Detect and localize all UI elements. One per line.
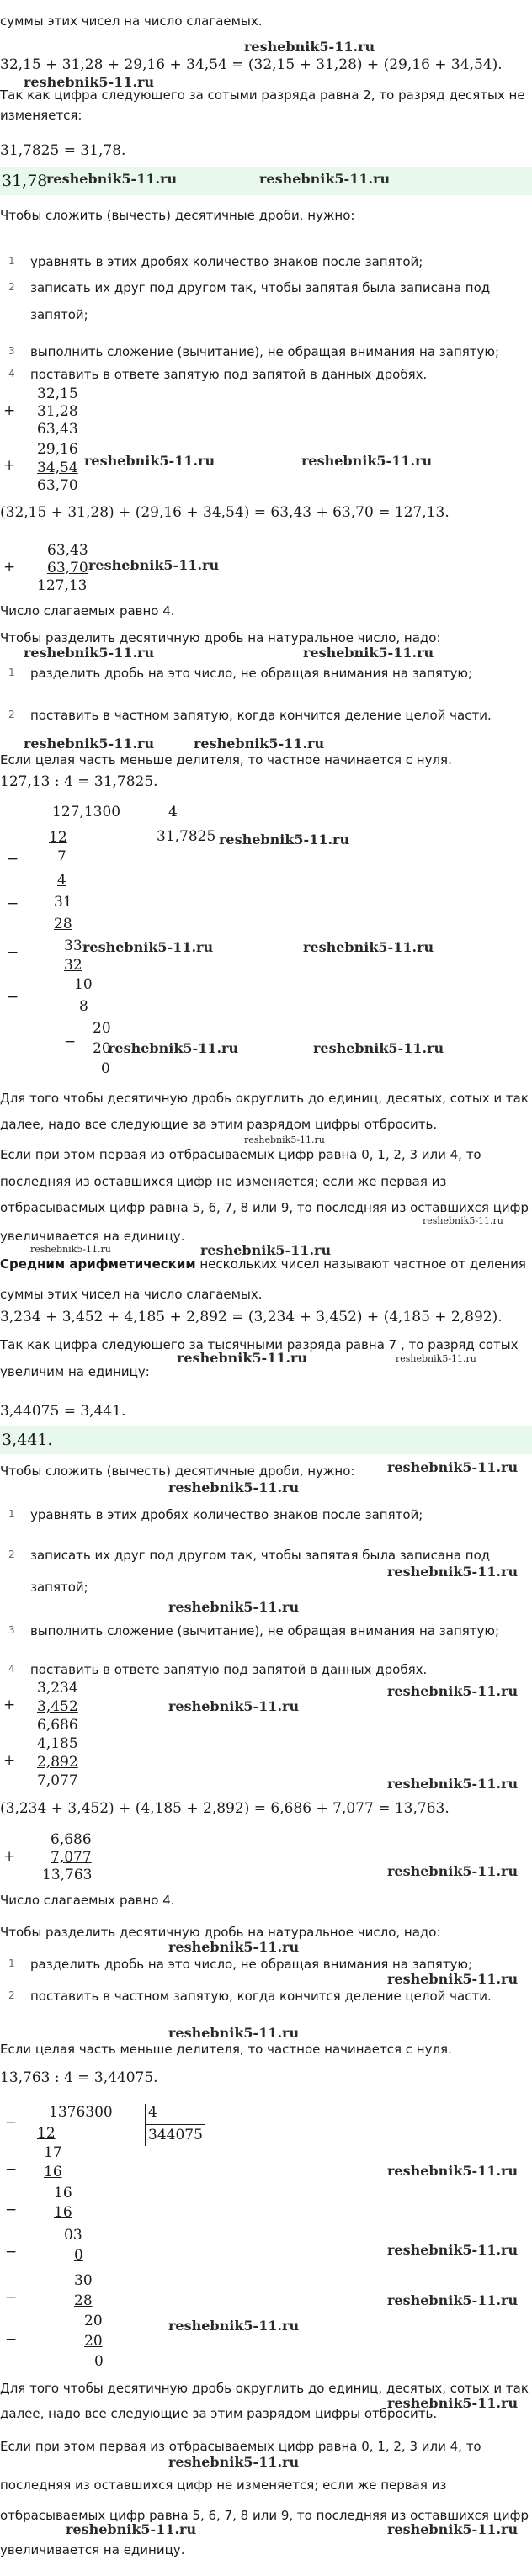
division-step: 33 [64,937,82,954]
list-number: 2 [8,281,15,293]
division-step: 20 [93,1040,111,1057]
sum-result: 63,43 [37,421,78,438]
addend: 32,15 [37,385,78,402]
watermark: reshebnik5-11.ru [168,2454,300,2470]
watermark: reshebnik5-11.ru [303,939,434,955]
list-text: записать их друг под другом так, чтобы запятая была записана под [30,280,491,295]
watermark: reshebnik5-11.ru [244,1134,325,1145]
minus-sign: − [7,851,19,868]
dividend: 127,1300 [52,804,121,821]
division-step: 0 [74,2247,83,2264]
list-text: запятой; [30,1580,88,1595]
list-number: 2 [8,1548,15,1560]
watermark: reshebnik5-11.ru [244,39,375,55]
list-number: 3 [8,345,15,357]
division-step: 0 [94,2353,104,2370]
list-text: запятой; [30,307,88,322]
division-step: 8 [79,998,88,1015]
minus-sign: − [5,2244,18,2260]
watermark: reshebnik5-11.ru [387,2521,519,2537]
sum-result: 63,70 [37,477,78,494]
watermark: reshebnik5-11.ru [387,1564,519,1580]
division-step: 17 [44,2144,62,2161]
division-step: 16 [54,2204,72,2221]
watermark: reshebnik5-11.ru [387,2292,519,2308]
minus-sign: − [5,2202,18,2218]
rounding-text: увеличим на единицу: [0,1364,150,1379]
rounding-rule: далее, надо все следующие за этим разрядом цифры отбросить. [0,1117,438,1132]
division-step: 30 [74,2272,93,2289]
watermark: reshebnik5-11.ru [168,1939,300,1955]
intro-line: суммы этих чисел на число слагаемых. [0,13,263,29]
plus-sign: + [3,1752,16,1769]
watermark: reshebnik5-11.ru [423,1215,503,1226]
list-text: уравнять в этих дробях количество знаков после запятой; [30,254,423,269]
dividend: 1376300 [49,2104,113,2121]
division-step: 4 [57,872,66,889]
rounding-rule: последняя из оставшихся цифр не изменяется; если же первая из [0,1174,447,1189]
addend: 3,452 [37,1698,78,1715]
addend: 3,234 [37,1680,78,1697]
division-equation: 127,13 : 4 = 31,7825. [0,773,158,790]
sum-result: 7,077 [37,1772,78,1789]
div-rule-title: Чтобы разделить десятичную дробь на натуральное число, надо: [0,630,441,645]
watermark: reshebnik5-11.ru [168,2318,300,2334]
watermark: reshebnik5-11.ru [177,1350,308,1366]
list-text: поставить в ответе запятую под запятой в данных дробях. [30,1662,428,1677]
plus-sign: + [3,457,16,474]
rounding-text: Так как цифра следующего за сотыми разряда равна 2, то разряд десятых не [0,88,525,103]
addend: 4,185 [37,1735,78,1752]
rounding-rule: увеличивается на единицу. [0,1229,185,1244]
list-text: выполнить сложение (вычитание), не обращая внимания на запятую; [30,1623,500,1639]
list-text: уравнять в этих дробях количество знаков после запятой; [30,1507,423,1522]
division-step: 0 [101,1060,110,1077]
watermark: reshebnik5-11.ru [24,645,155,661]
list-text: записать их друг под другом так, чтобы запятая была записана под [30,1548,491,1563]
plus-sign: + [3,1697,16,1713]
watermark: reshebnik5-11.ru [30,1244,111,1255]
answer-value: 3,441. [2,1431,53,1449]
minus-sign: − [7,895,19,912]
list-number: 1 [8,667,15,678]
division-equation: 13,763 : 4 = 3,44075. [0,2069,158,2086]
watermark: reshebnik5-11.ru [88,557,220,573]
division-step: 12 [37,2125,56,2142]
minus-sign: − [5,2289,18,2306]
watermark: reshebnik5-11.ru [387,1776,519,1792]
rounding-equation: 31,7825 = 31,78. [0,142,126,159]
list-number: 4 [8,368,15,380]
rounding-rule: Если при этом первая из отбрасываемых цифр равна 0, 1, 2, 3 или 4, то [0,1147,481,1162]
rounding-rule: отбрасываемых цифр равна 5, 6, 7, 8 или 9, то последняя из оставшихся цифр [0,1200,529,1215]
watermark: reshebnik5-11.ru [396,1353,476,1364]
watermark: reshebnik5-11.ru [387,1683,519,1699]
plus-sign: + [3,402,16,419]
rounding-rule: далее, надо все следующие за этим разрядом цифры отбросить. [0,2406,438,2421]
watermark: reshebnik5-11.ru [84,453,215,469]
list-text: поставить в ответе запятую под запятой в данных дробях. [30,367,428,382]
answer-box [0,1426,532,1454]
watermark: reshebnik5-11.ru [387,2395,519,2411]
mean-term: Средним арифметическим [0,1256,196,1272]
division-underline [145,2124,205,2125]
watermark: reshebnik5-11.ru [24,74,155,90]
watermark: reshebnik5-11.ru [168,2025,300,2041]
addend: 7,077 [51,1849,92,1866]
answer-value: 31,78 [2,172,48,190]
list-number: 1 [8,1508,15,1520]
rounding-text: Так как цифра следующего за тысячными разряда равна 7 , то разряд сотых [0,1337,519,1352]
list-number: 3 [8,1624,15,1636]
divisor: 4 [168,804,178,821]
rounding-rule: Для того чтобы десятичную дробь округлить до единиц, десятых, сотых и так [0,2381,529,2396]
quotient: 31,7825 [157,828,216,845]
minus-sign: − [7,944,19,961]
watermark: reshebnik5-11.ru [200,1242,332,1258]
list-number: 1 [8,1957,15,1969]
rounding-rule: увеличивается на единицу. [0,2542,185,2557]
addend: 63,70 [47,560,88,576]
watermark: reshebnik5-11.ru [387,1863,519,1879]
rounding-text: изменяется: [0,108,82,123]
watermark: reshebnik5-11.ru [259,171,391,187]
list-text: поставить в частном запятую, когда кончится деление целой части. [30,708,492,723]
division-step: 20 [84,2313,103,2329]
sum-equation: (3,234 + 3,452) + (4,185 + 2,892) = 6,686 + 7,077 = 13,763. [0,1800,450,1817]
addend: 31,28 [37,403,78,420]
minus-sign: − [64,1033,77,1050]
watermark: reshebnik5-11.ru [219,831,350,847]
quotient: 344075 [148,2127,203,2143]
list-number: 1 [8,255,15,267]
addend: 63,43 [47,542,88,559]
sum-result: 127,13 [37,577,88,594]
division-step: 32 [64,957,82,974]
addend: 34,54 [37,459,78,476]
intro-line: суммы этих чисел на число слагаемых. [0,1287,263,1302]
addend: 6,686 [51,1831,92,1848]
addend: 29,16 [37,441,78,458]
division-step: 7 [57,848,66,865]
div-note: Если целая часть меньше делителя, то частное начинается с нуля. [0,752,452,767]
count-text: Число слагаемых равно 4. [0,1893,175,1908]
watermark: reshebnik5-11.ru [66,2521,197,2537]
minus-sign: − [7,989,19,1006]
sum-result: 6,686 [37,1717,78,1734]
division-step: 16 [54,2185,72,2202]
division-step: 28 [54,916,72,932]
watermark: reshebnik5-11.ru [168,1698,300,1714]
list-text: разделить дробь на это число, не обращая внимания на запятую; [30,666,473,681]
division-step: 03 [64,2227,82,2244]
list-number: 2 [8,1989,15,2001]
addend: 2,892 [37,1754,78,1771]
rounding-rule: отбрасываемых цифр равна 5, 6, 7, 8 или 9, то последняя из оставшихся цифр [0,2508,529,2523]
watermark: reshebnik5-11.ru [24,736,155,752]
decimal-rule-title: Чтобы сложить (вычесть) десятичные дроби, нужно: [0,1463,355,1479]
watermark: reshebnik5-11.ru [108,1040,239,1056]
rounding-rule: Если при этом первая из отбрасываемых цифр равна 0, 1, 2, 3 или 4, то [0,2439,481,2454]
watermark: reshebnik5-11.ru [313,1040,444,1056]
list-text: поставить в частном запятую, когда кончится деление целой части. [30,1989,492,2004]
division-bar [145,2104,146,2146]
division-step: 16 [44,2164,62,2180]
list-number: 2 [8,709,15,720]
rounding-rule: Для того чтобы десятичную дробь округлить до единиц, десятых, сотых и так [0,1091,529,1106]
watermark: reshebnik5-11.ru [387,2242,519,2258]
minus-sign: − [5,2161,18,2178]
watermark: reshebnik5-11.ru [387,2163,519,2179]
watermark: reshebnik5-11.ru [82,939,214,955]
decimal-rule-title: Чтобы сложить (вычесть) десятичные дроби, нужно: [0,208,355,223]
equation-main: 32,15 + 31,28 + 29,16 + 34,54 = (32,15 + 31,28) + (29,16 + 34,54). [0,56,503,73]
equation-main: 3,234 + 3,452 + 4,185 + 2,892 = (3,234 + 3,452) + (4,185 + 2,892). [0,1309,503,1325]
list-text: выполнить сложение (вычитание), не обращая внимания на запятую; [30,344,500,359]
sum-result: 13,763 [42,1867,93,1883]
watermark: reshebnik5-11.ru [301,453,433,469]
watermark: reshebnik5-11.ru [168,1479,300,1495]
sum-equation: (32,15 + 31,28) + (29,16 + 34,54) = 63,43 + 63,70 = 127,13. [0,504,450,521]
list-text: разделить дробь на это число, не обращая внимания на запятую; [30,1957,473,1972]
div-note: Если целая часть меньше делителя, то частное начинается с нуля. [0,2042,452,2057]
list-number: 4 [8,1663,15,1675]
division-step: 28 [74,2292,93,2309]
minus-sign: − [5,2331,18,2348]
minus-sign: − [5,2114,18,2131]
watermark: reshebnik5-11.ru [387,1459,519,1475]
division-step: 12 [49,829,67,846]
division-step: 31 [54,894,72,911]
mean-rest: нескольких чисел называют частное от деления [195,1256,526,1272]
divisor: 4 [148,2104,157,2121]
watermark: reshebnik5-11.ru [303,645,434,661]
plus-sign: + [3,1848,16,1865]
watermark: reshebnik5-11.ru [46,171,178,187]
div-rule-title: Чтобы разделить десятичную дробь на натуральное число, надо: [0,1925,441,1940]
rounding-rule: последняя из оставшихся цифр не изменяется; если же первая из [0,2478,447,2493]
watermark: reshebnik5-11.ru [194,736,325,752]
watermark: reshebnik5-11.ru [387,1971,519,1987]
mean-definition [0,1256,526,1272]
division-step: 10 [74,976,93,993]
plus-sign: + [3,559,16,576]
division-step: 20 [84,2333,103,2350]
watermark: reshebnik5-11.ru [168,1599,300,1615]
rounding-equation: 3,44075 = 3,441. [0,1403,126,1420]
division-step: 20 [93,1020,111,1037]
count-text: Число слагаемых равно 4. [0,603,175,619]
